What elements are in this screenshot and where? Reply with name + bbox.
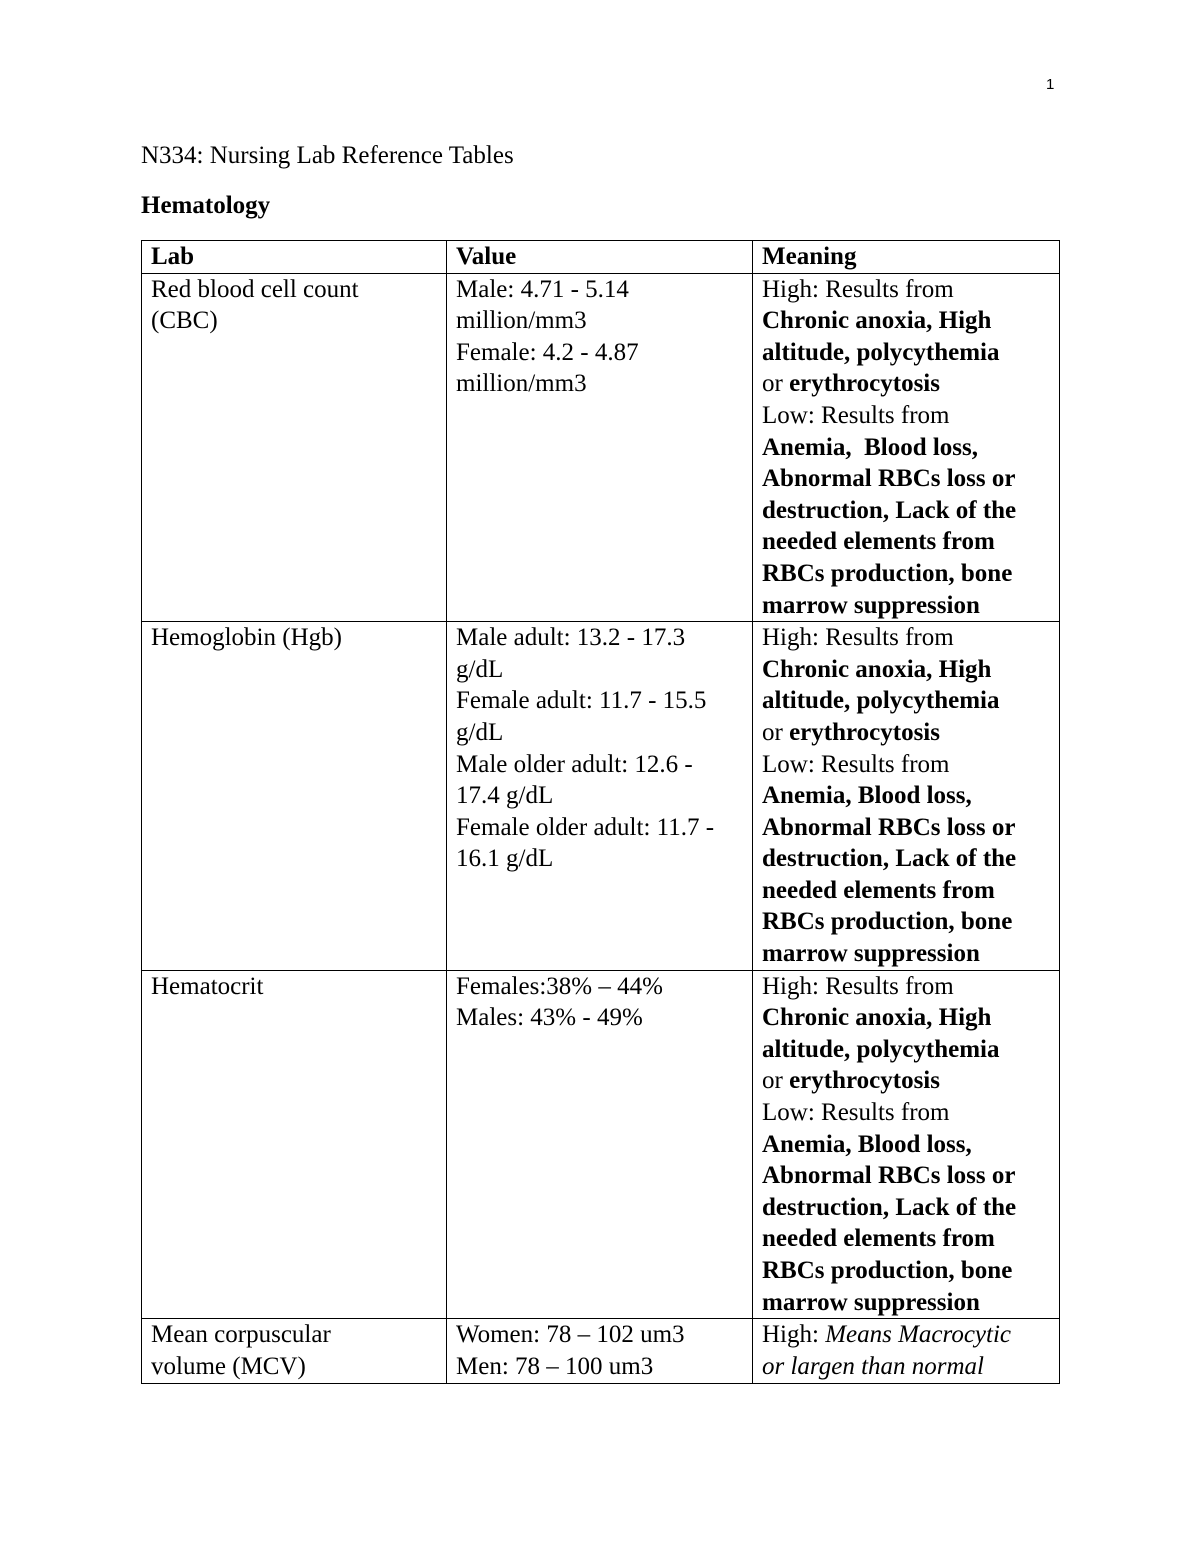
meaning-low-cause: Anemia, Blood loss, — [762, 782, 972, 810]
meaning-low-cause: RBCs production, bone — [762, 908, 1013, 936]
value-line: Female adult: 11.7 - 15.5 — [456, 687, 707, 715]
meaning-low-label: Low: Results from — [762, 1099, 950, 1127]
meaning-high-line — [762, 1319, 1050, 1351]
page-number: 1 — [1046, 76, 1055, 93]
meaning-high-cause: Chronic anoxia, High — [762, 1004, 992, 1032]
column-header-lab: Lab — [142, 241, 447, 274]
meaning-high-label: High: Results from — [762, 275, 954, 303]
lab-cell — [142, 970, 447, 1319]
meaning-high-label: High: Results from — [762, 624, 954, 652]
meaning-prefix: or — [762, 1067, 790, 1095]
value-line: 16.1 g/dL — [456, 845, 554, 873]
meaning-high-label: High: — [762, 1321, 826, 1349]
meaning-low-cause: Abnormal RBCs loss or — [762, 813, 1016, 841]
meaning-cell — [753, 970, 1060, 1319]
meaning-high-cause: erythrocytosis — [789, 370, 940, 398]
meaning-prefix: or — [762, 370, 790, 398]
meaning-high-cause: erythrocytosis — [789, 718, 940, 746]
value-line: Females:38% – 44% — [456, 972, 663, 1000]
meaning-low-cause: needed elements from — [762, 1225, 995, 1253]
meaning-low-cause: needed elements from — [762, 876, 995, 904]
lab-name-line: Hematocrit — [151, 972, 264, 1000]
column-header-meaning: Meaning — [753, 241, 1060, 274]
meaning-low-cause: RBCs production, bone — [762, 559, 1013, 587]
section-heading-hematology: Hematology — [141, 192, 271, 219]
meaning-low-cause: RBCs production, bone — [762, 1257, 1013, 1284]
value-line: million/mm3 — [456, 307, 587, 335]
meaning-low-label: Low: Results from — [762, 401, 950, 429]
lab-name-line: Mean corpuscular — [151, 1321, 331, 1349]
lab-cell — [142, 1319, 447, 1384]
meaning-low-label: Low: Results from — [762, 750, 950, 778]
meaning-high-cause: altitude, polycythemia — [762, 687, 1000, 715]
meaning-low-cause: Anemia, Blood loss, — [762, 1130, 972, 1158]
meaning-prefix: or — [762, 718, 790, 746]
document-title: N334: Nursing Lab Reference Tables — [141, 142, 514, 169]
meaning-high-cause: Chronic anoxia, High — [762, 655, 992, 683]
table-row — [142, 1319, 1060, 1384]
meaning-high-cause: Chronic anoxia, High — [762, 307, 992, 335]
value-line: Male older adult: 12.6 - — [456, 750, 693, 778]
value-line: 17.4 g/dL — [456, 782, 554, 810]
value-line: Male: 4.71 - 5.14 — [456, 275, 629, 303]
lab-cell — [142, 622, 447, 971]
meaning-high-cause-last — [762, 717, 1050, 749]
table-row — [142, 273, 1060, 622]
meaning-high-cause-last — [762, 1065, 1050, 1097]
table-row — [142, 622, 1060, 971]
value-line: Male adult: 13.2 - 17.3 — [456, 624, 686, 652]
value-line: g/dL — [456, 718, 504, 746]
meaning-low-cause: marrow suppression — [762, 1288, 980, 1316]
meaning-low-cause: marrow suppression — [762, 591, 980, 619]
lab-cell — [142, 273, 447, 622]
value-line: Female: 4.2 - 4.87 — [456, 338, 639, 366]
value-line: g/dL — [456, 655, 504, 683]
value-line: Males: 43% - 49% — [456, 1004, 643, 1032]
meaning-high-cause: erythrocytosis — [789, 1067, 940, 1095]
value-line: Men: 78 – 100 um3 — [456, 1352, 654, 1380]
meaning-low-cause: Abnormal RBCs loss or — [762, 465, 1016, 493]
meaning-cell — [753, 1319, 1060, 1384]
meaning-high-cause: altitude, polycythemia — [762, 338, 1000, 366]
meaning-cell — [753, 622, 1060, 971]
value-line: Women: 78 – 102 um3 — [456, 1321, 685, 1349]
lab-name-line: volume (MCV) — [151, 1352, 306, 1380]
value-cell — [447, 970, 753, 1319]
lab-name-line: (CBC) — [151, 307, 218, 335]
value-line: million/mm3 — [456, 370, 587, 398]
table-row — [142, 970, 1060, 1319]
meaning-low-cause: destruction, Lack of the — [762, 1193, 1017, 1221]
meaning-low-cause: Abnormal RBCs loss or — [762, 1162, 1016, 1190]
value-cell — [447, 622, 753, 971]
lab-name-line: Hemoglobin (Hgb) — [151, 624, 342, 652]
meaning-high-description: or largen than normal — [762, 1352, 984, 1380]
meaning-low-cause: marrow suppression — [762, 940, 980, 968]
meaning-low-cause: needed elements from — [762, 528, 995, 556]
value-line: Female older adult: 11.7 - — [456, 813, 715, 841]
lab-name-line: Red blood cell count — [151, 275, 359, 303]
meaning-high-cause: altitude, polycythemia — [762, 1035, 1000, 1063]
meaning-high-label: High: Results from — [762, 972, 954, 1000]
meaning-low-cause: destruction, Lack of the — [762, 845, 1017, 873]
meaning-high-description: Means Macrocytic — [825, 1321, 1012, 1349]
meaning-low-cause: Anemia, Blood loss, — [762, 433, 979, 461]
table-header-row — [142, 241, 1060, 274]
column-header-value: Value — [447, 241, 753, 274]
meaning-low-cause: destruction, Lack of the — [762, 496, 1017, 524]
meaning-cell — [753, 273, 1060, 622]
value-cell — [447, 1319, 753, 1384]
value-cell — [447, 273, 753, 622]
hematology-table — [141, 240, 1060, 1384]
meaning-high-cause-last — [762, 368, 1050, 400]
